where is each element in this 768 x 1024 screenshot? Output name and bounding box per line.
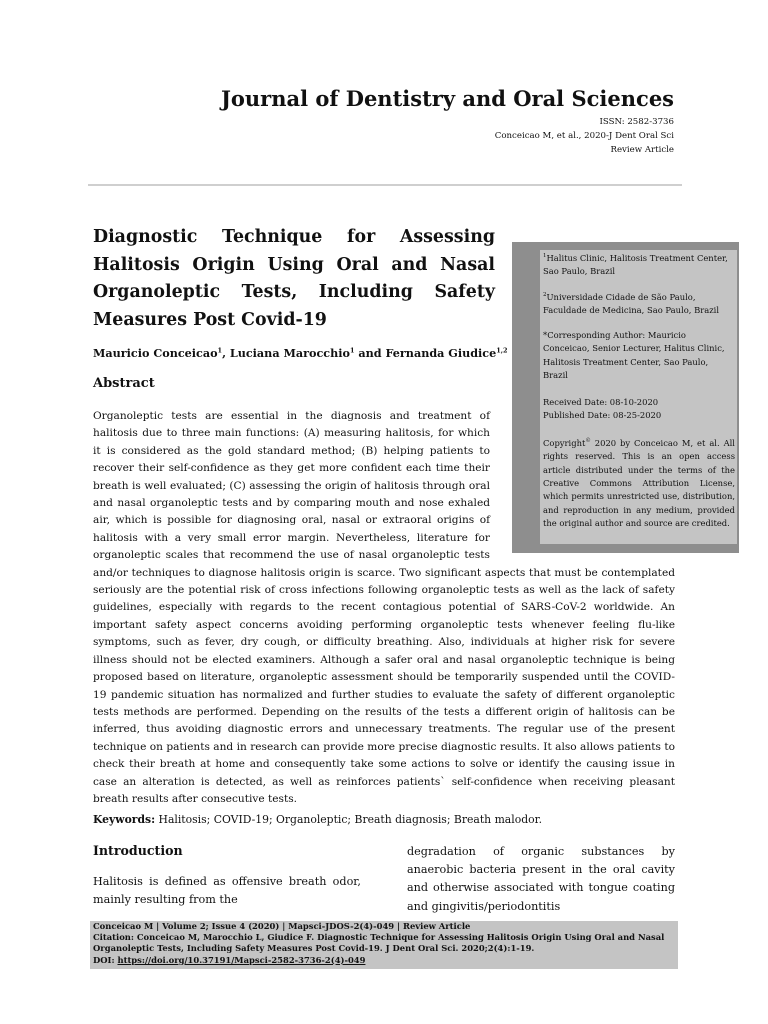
- author-name: Mauricio Conceicao: [93, 346, 218, 360]
- article-type: Review Article: [610, 145, 674, 155]
- author-list: Mauricio Conceicao$^1$, Luciana Marocchio$^1$ and Fernanda Giudice$^{1,2}$: [93, 346, 508, 360]
- keywords-text: Halitosis; COVID-19; Organoleptic; Breath diagnosis; Breath malodor.: [155, 813, 543, 826]
- affiliation-1: $^1$Halitus Clinic, Halitosis Treatment Center, Sao Paulo, Brazil: [543, 252, 728, 277]
- introduction-heading: Introduction: [93, 843, 183, 858]
- article-title: [93, 224, 495, 334]
- citation-short: Conceicao M, et al., 2020-J Dent Oral Sci: [494, 131, 674, 141]
- keywords-label: Keywords:: [93, 813, 156, 826]
- corresponding-author: *Corresponding Author: Mauricio Conceicao, Senior Lecturer, Halitus Clinic, Halitosis Treatment Center, Sao Paulo, Brazil: [543, 330, 725, 381]
- received-date: Received Date: 08-10-2020: [543, 397, 659, 407]
- title-line: Diagnostic Technique for Assessing: [93, 227, 495, 247]
- introduction-left-column: Halitosis is defined as offensive breath odor, mainly resulting from the: [93, 875, 361, 907]
- title-line: Halitosis Origin Using Oral and Nasal: [93, 254, 495, 275]
- author-affiliation: 1: [349, 346, 355, 355]
- copyright-notice: Copyright© 2020 by Conceicao M, et al. All rights reserved. This is an open access article distributed under the terms of the Creative Commons Attribution License, which permits unrestricted use, distribution, and reproduction in any medium, provided the original author and source are credited.: [543, 437, 735, 529]
- issn: ISSN: 2582-3736: [599, 117, 674, 127]
- title-line: Measures Post Covid-19: [93, 309, 327, 330]
- author-name: Fernanda Giudice: [385, 346, 497, 360]
- abstract-body: [93, 408, 675, 808]
- footer-doi: DOI: https://doi.org/10.37191/Mapsci-2582-3736-2(4)-049: [93, 954, 366, 965]
- header-divider: [88, 184, 682, 186]
- citation-footer: [90, 921, 678, 969]
- affiliation-2: $^2$Universidade Cidade de São Paulo, Faculdade de Medicina, Sao Paulo, Brazil: [543, 291, 720, 316]
- abstract-text: Organoleptic tests are essential in the diagnosis and treatment of halitosis due to three main functions: (A) measuring halitosis, for which it is considered as the gold standard method; (B) helping patients to recover their self-confidence as they get more confident each time their breath is well evaluated; (C) assessing the origin of halitosis through oral and nasal organoleptic tests and by comparing mouth and nose exhaled air, which is possible for diagnosing oral, nasal or extraoral origins of halitosis with a very small error margin. Nevertheless, literature for organoleptic scales that recommend the use of nasal organoleptic tests and/or techniques to diagnose halitosis origin is scarce. Two significant aspects that must be contemplated seriously are the potential risk of cross infections following organoleptic tests as well as the lack of safety guidelines, especially with regards to the recent contagious potential of SARS-CoV-2 worldwide. An important safety aspect concerns avoiding performing organoleptic tests whenever feeling flu-like symptoms, such as fever, dry cough, or difficulty breathing. Also, individuals at higher risk for severe illness should not be elected examiners. Although a safer oral and nasal organoleptic technique is being proposed based on literature, organoleptic assessment should be temporarily suspended until the COVID-19 pandemic situation has normalized and further studies to evaluate the safety of different organoleptic tests methods are performed. Depending on the results of the tests a different origin of halitosis can be inferred, thus avoiding diagnostic errors and unnecessary treatments. The regular use of the present technique on patients and in research can provide more precise diagnostic results. It also allows patients to check their breath at home and consequently take some actions to solve or identify the causing issue in case an alteration is detected, as well as reinforces patients` self-confidence when receiving pleasant breath results after consecutive tests.: [93, 410, 675, 805]
- abstract-heading: Abstract: [93, 376, 155, 391]
- author-name: Luciana Marocchio: [229, 346, 350, 360]
- footer-citation-line: Citation: Conceicao M, Marocchio L, Giudice F. Diagnostic Technique for Assessing Halitosis Origin Using Oral and Nasal: [93, 932, 665, 943]
- journal-title: Journal of Dentistry and Oral Sciences: [220, 86, 674, 111]
- footer-citation-line-2: Organoleptic Tests, Including Safety Measures Post Covid-19. J Dent Oral Sci. 2020;2(4):1-19.: [93, 943, 535, 954]
- footer-volume-line: Conceicao M | Volume 2; Issue 4 (2020) | Mapsci-JDOS-2(4)-049 | Review Article: [93, 921, 471, 931]
- published-date: Published Date: 08-25-2020: [543, 410, 662, 420]
- keywords: [93, 813, 542, 826]
- author-affiliation: 1: [217, 346, 223, 355]
- title-line: Organoleptic Tests, Including Safety: [93, 282, 495, 302]
- doi-link[interactable]: https://doi.org/10.37191/Mapsci-2582-3736-2(4)-049: [117, 954, 366, 965]
- author-affiliation: 1,2: [496, 346, 508, 355]
- introduction-right-column: degradation of organic substances by anaerobic bacteria present in the oral cavity and otherwise associated with tongue coating and gingivitis/periodontitis: [407, 845, 675, 913]
